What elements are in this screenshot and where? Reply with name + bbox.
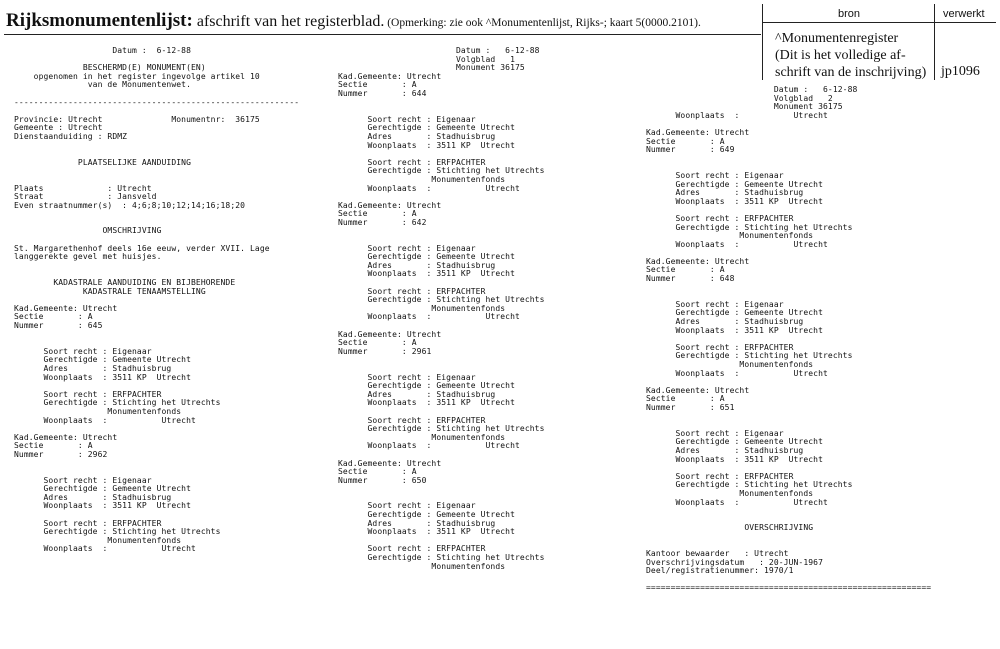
register-line: Kad.Gemeente: Utrecht	[338, 71, 442, 81]
register-line: Nummer : 2962	[14, 449, 108, 459]
register-line: KADASTRALE TENAAMSTELLING	[14, 286, 206, 296]
register-line: Woonplaats : 3511 KP Utrecht	[646, 454, 823, 464]
register-line: Sectie : A	[14, 441, 93, 451]
register-line: Sectie : A	[646, 136, 725, 146]
register-line: Deel/registratienummer: 1970/1	[646, 566, 794, 576]
register-line: OVERSCHRIJVING	[646, 523, 814, 533]
register-line: ----------------------------------------------------------	[14, 97, 300, 107]
register-line: Gerechtigde : Stichting het Utrechts	[646, 480, 853, 490]
register-line: Gerechtigde : Stichting het Utrechts	[14, 398, 221, 408]
register-line	[338, 99, 545, 108]
register-line: Adres : Stadhuisbrug	[338, 389, 496, 399]
register-line: Soort recht : Eigenaar	[338, 243, 476, 253]
register-line: Adres : Stadhuisbrug	[14, 492, 172, 502]
title-note: (Opmerking: zie ook ^Monumentenlijst, Rijks-; kaart 5(0000.2101).	[384, 17, 701, 29]
register-line: Gerechtigde : Gemeente Utrecht	[338, 123, 515, 133]
register-line: Soort recht : Eigenaar	[338, 372, 476, 382]
register-line: Adres : Stadhuisbrug	[338, 260, 496, 270]
register-line: Woonplaats : 3511 KP Utrecht	[646, 196, 823, 206]
register-line: Volgblad 1	[338, 54, 515, 64]
register-line: Woonplaats : Utrecht	[646, 239, 828, 249]
register-line: Gerechtigde : Stichting het Utrechts	[338, 295, 545, 305]
register-line: Monumentenfonds	[338, 561, 506, 571]
register-line: ==========================================================	[646, 583, 932, 593]
register-line: Nummer : 642	[338, 217, 427, 227]
register-line	[646, 413, 931, 422]
register-line: Soort recht : Eigenaar	[646, 299, 784, 309]
title-underline	[4, 34, 761, 35]
register-line: Gerechtigde : Gemeente Utrecht	[646, 179, 823, 189]
register-line: Kad.Gemeente: Utrecht	[646, 256, 750, 266]
register-line: Woonplaats : 3511 KP Utrecht	[338, 269, 515, 279]
register-line: Provincie: Utrecht Monumentnr: 36175	[14, 114, 260, 124]
register-line	[14, 210, 299, 219]
register-line	[338, 485, 545, 494]
register-line: Kad.Gemeente: Utrecht	[338, 200, 442, 210]
register-line	[14, 460, 299, 469]
register-line: Woonplaats : Utrecht	[338, 183, 520, 193]
register-line: Adres : Stadhuisbrug	[338, 131, 496, 141]
register-line: Gerechtigde : Gemeente Utrecht	[14, 484, 191, 494]
register-line: Gerechtigde : Gemeente Utrecht	[338, 381, 515, 391]
register-line: van de Monumentenwet.	[14, 80, 191, 90]
register-line: OMSCHRIJVING	[14, 226, 162, 236]
verwerkt-header: verwerkt	[943, 8, 985, 20]
register-line: Kad.Gemeente: Utrecht	[646, 127, 750, 137]
register-line: Datum : 6-12-88	[338, 46, 540, 55]
title-bold: Rijksmonumentenlijst:	[6, 10, 193, 31]
register-line: Monumentenfonds	[14, 535, 182, 545]
register-line	[14, 142, 299, 151]
register-line: Gerechtigde : Stichting het Utrechts	[338, 553, 545, 563]
register-line: Sectie : A	[646, 265, 725, 275]
register-line: Woonplaats : 3511 KP Utrecht	[338, 398, 515, 408]
register-line: Soort recht : ERFPACHTER	[14, 389, 162, 399]
register-line: Soort recht : ERFPACHTER	[338, 544, 486, 554]
register-line: Woonplaats : Utrecht	[14, 544, 196, 554]
register-line: Gerechtigde : Stichting het Utrechts	[14, 527, 221, 537]
register-line: Adres : Stadhuisbrug	[646, 317, 804, 327]
register-line: Woonplaats : 3511 KP Utrecht	[338, 140, 515, 150]
register-line: langgerekte gevel met huisjes.	[14, 252, 162, 262]
register-line: Soort recht : Eigenaar	[646, 170, 784, 180]
register-column-2	[338, 47, 545, 571]
register-line: Sectie : A	[338, 209, 417, 219]
register-line: Monument 36175	[646, 102, 843, 112]
register-line: Kad.Gemeente: Utrecht	[338, 458, 442, 468]
register-line: Nummer : 650	[338, 475, 427, 485]
register-column-1	[14, 47, 299, 554]
register-line	[338, 227, 545, 236]
register-line: Sectie : A	[338, 80, 417, 90]
register-line: St. Margarethenhof deels 16e eeuw, verder XVII. Lage	[14, 243, 270, 253]
register-line: Adres : Stadhuisbrug	[646, 445, 804, 455]
register-line: Monumentenfonds	[338, 303, 506, 313]
register-line: Plaats : Utrecht	[14, 183, 152, 193]
register-line: Overschrijvingsdatum : 20-JUN-1967	[646, 557, 823, 567]
register-line: Datum : 6-12-88	[646, 85, 858, 94]
register-line	[646, 284, 931, 293]
register-line: Soort recht : ERFPACHTER	[14, 518, 162, 528]
register-line: Sectie : A	[338, 338, 417, 348]
register-line: Nummer : 2961	[338, 346, 432, 356]
register-line: Soort recht : Eigenaar	[646, 428, 784, 438]
register-line: Kad.Gemeente: Utrecht	[338, 329, 442, 339]
register-line: Monumentenfonds	[14, 406, 182, 416]
register-line: Sectie : A	[338, 467, 417, 477]
register-line: Monumentenfonds	[338, 432, 506, 442]
register-line	[14, 167, 299, 176]
register-line: Monumentenfonds	[646, 360, 814, 369]
register-line: Woonplaats : Utrecht	[646, 368, 828, 378]
register-line: Monumentenfonds	[646, 231, 814, 241]
register-line: Straat : Jansveld	[14, 192, 157, 202]
register-line: Woonplaats : 3511 KP Utrecht	[14, 501, 191, 511]
register-line: PLAATSELIJKE AANDUIDING	[14, 157, 191, 167]
register-line: Soort recht : ERFPACHTER	[338, 415, 486, 425]
register-line: Nummer : 651	[646, 402, 735, 412]
register-line: Kad.Gemeente: Utrecht	[14, 432, 118, 442]
register-line: Woonplaats : Utrecht	[338, 441, 520, 451]
register-line: Soort recht : ERFPACHTER	[338, 286, 486, 296]
register-line: Monumentenfonds	[646, 488, 814, 498]
register-line: Sectie : A	[14, 312, 93, 322]
register-line: Datum : 6-12-88	[14, 46, 191, 55]
register-line: Soort recht : ERFPACHTER	[646, 213, 794, 223]
register-line: Gerechtigde : Stichting het Utrechts	[646, 222, 853, 232]
register-line	[646, 155, 931, 164]
register-line: Kantoor bewaarder : Utrecht	[646, 549, 789, 559]
register-line: Soort recht : Eigenaar	[14, 475, 152, 485]
register-line	[14, 262, 299, 271]
register-line: Soort recht : ERFPACHTER	[338, 157, 486, 167]
verwerkt-value: jp1096	[941, 64, 980, 79]
register-line: Soort recht : Eigenaar	[338, 114, 476, 124]
bron-header: bron	[838, 8, 861, 20]
register-line: Nummer : 644	[338, 88, 427, 98]
register-line: Woonplaats : 3511 KP Utrecht	[338, 527, 515, 537]
register-line: Gerechtigde : Gemeente Utrecht	[14, 355, 191, 365]
register-line: Gerechtigde : Gemeente Utrecht	[646, 437, 823, 447]
register-line: Woonplaats : 3511 KP Utrecht	[646, 325, 823, 335]
register-line: Adres : Stadhuisbrug	[646, 188, 804, 198]
register-line: Gerechtigde : Gemeente Utrecht	[338, 510, 515, 520]
register-line: Sectie : A	[646, 394, 725, 404]
bron-value: ^Monumentenregister (Dit is het volledige af- schrift van de inschrijving)	[775, 31, 927, 80]
register-line: Soort recht : Eigenaar	[338, 501, 476, 511]
register-line: Kad.Gemeente: Utrecht	[14, 303, 118, 313]
register-line: Adres : Stadhuisbrug	[14, 363, 172, 373]
register-line: Nummer : 645	[14, 321, 103, 330]
register-line: Gerechtigde : Gemeente Utrecht	[338, 252, 515, 262]
register-line: KADASTRALE AANDUIDING EN BIJBEHORENDE	[14, 278, 236, 288]
register-line: Dienstaanduiding : RDMZ	[14, 131, 128, 141]
register-line: Volgblad 2	[646, 93, 833, 103]
register-line: Nummer : 648	[646, 274, 735, 284]
register-line	[14, 331, 299, 340]
register-line: Soort recht : ERFPACHTER	[646, 471, 794, 481]
register-line: Kad.Gemeente: Utrecht	[646, 385, 750, 395]
register-line: Nummer : 649	[646, 145, 735, 155]
register-line	[646, 533, 931, 542]
register-line: Gerechtigde : Stichting het Utrechts	[338, 166, 545, 176]
register-line: Gerechtigde : Gemeente Utrecht	[646, 308, 823, 318]
register-line: Gerechtigde : Stichting het Utrechts	[338, 424, 545, 434]
register-line: Woonplaats : 3511 KP Utrecht	[14, 372, 191, 382]
register-line: Soort recht : ERFPACHTER	[646, 342, 794, 352]
register-line: Even straatnummer(s) : 4;6;8;10;12;14;16;18;20	[14, 200, 246, 210]
title-rest: afschrift van het registerblad.	[192, 13, 385, 30]
register-line: Gerechtigde : Stichting het Utrechts	[646, 351, 853, 361]
document-title	[6, 10, 761, 32]
register-line: Monumentenfonds	[338, 174, 506, 184]
register-line	[646, 507, 931, 516]
register-line: opgenomen in het register ingevolge artikel 10	[14, 71, 260, 81]
box-header-line	[762, 22, 996, 23]
register-line: Woonplaats : Utrecht	[14, 415, 196, 425]
register-line	[338, 356, 545, 365]
register-line: Woonplaats : Utrecht	[646, 110, 828, 120]
register-line: Monument 36175	[338, 63, 525, 73]
register-line: Woonplaats : Utrecht	[646, 497, 828, 507]
register-line: Adres : Stadhuisbrug	[338, 518, 496, 528]
register-line: Woonplaats : Utrecht	[338, 312, 520, 322]
register-line: BESCHERMD(E) MONUMENT(EN)	[14, 63, 206, 73]
register-column-3	[646, 86, 931, 593]
register-line: Gemeente : Utrecht	[14, 123, 103, 133]
register-line: Soort recht : Eigenaar	[14, 346, 152, 356]
box-divider-left	[762, 4, 763, 80]
